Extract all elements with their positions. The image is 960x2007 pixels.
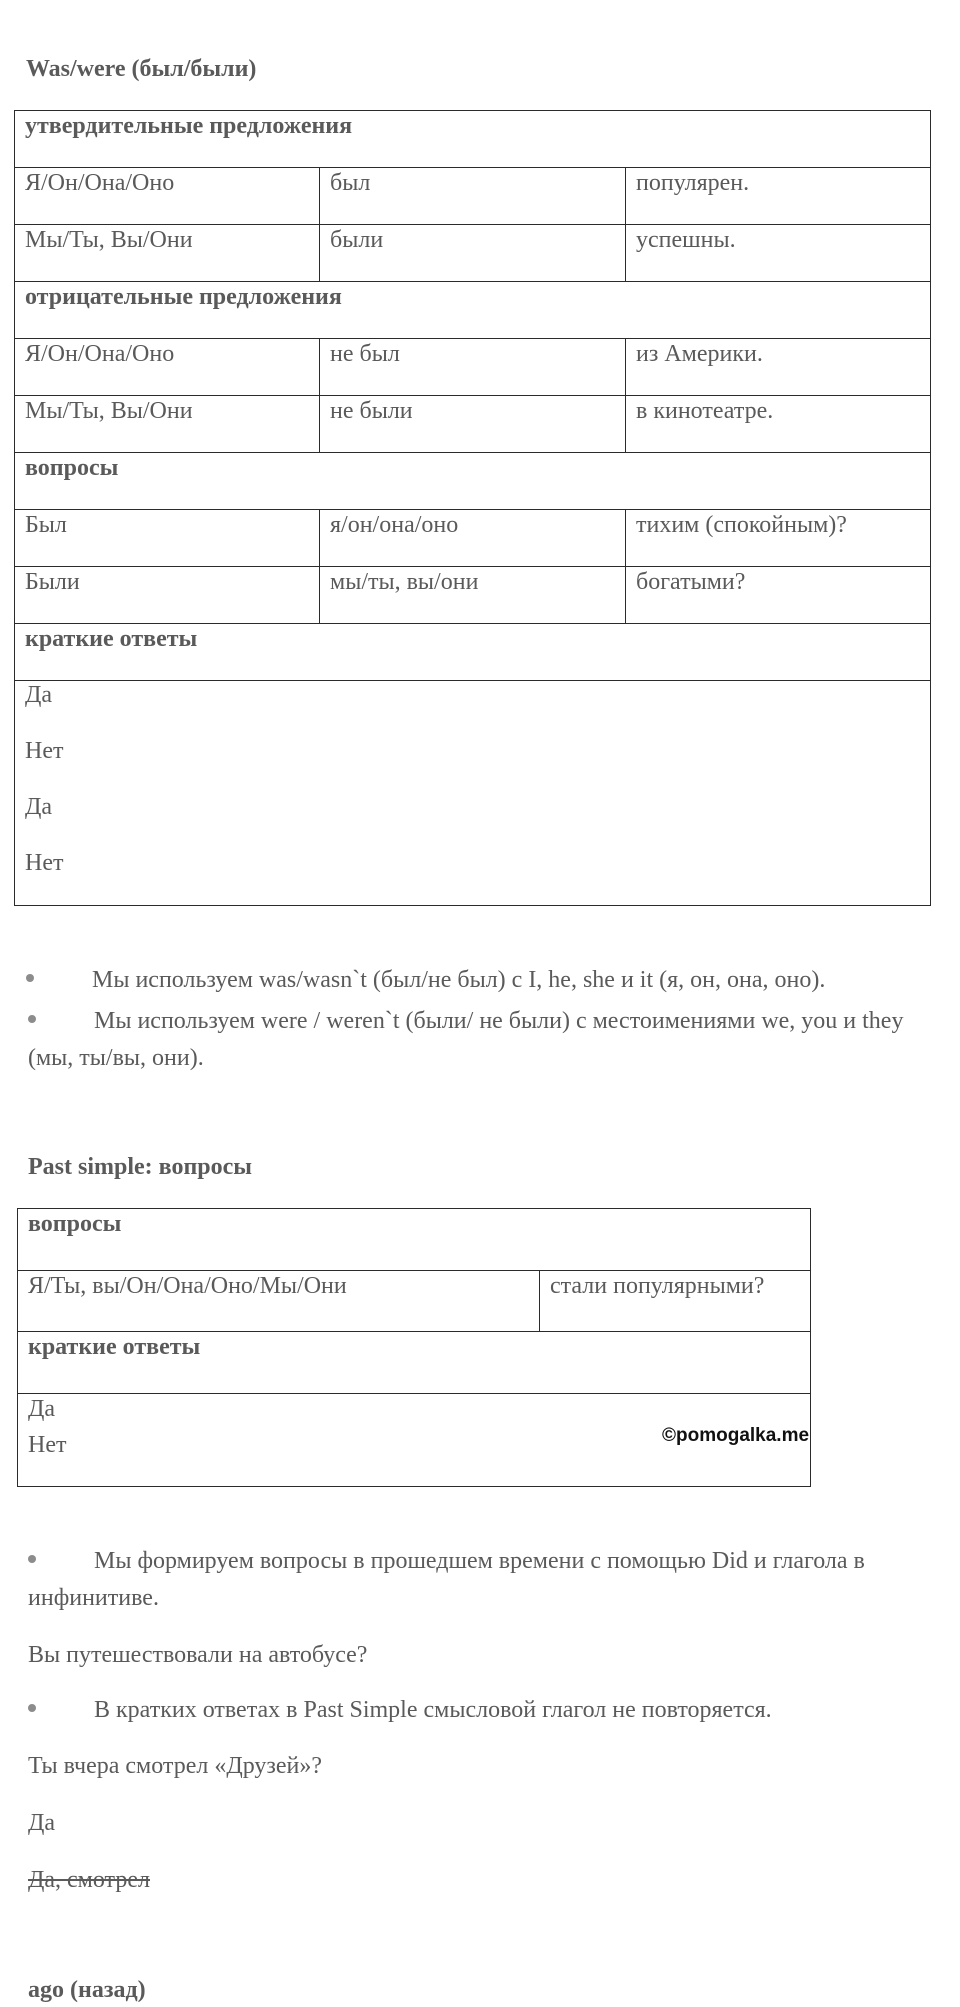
- table-cell: богатыми?: [626, 567, 931, 624]
- short-answers-row: [15, 681, 931, 906]
- table-section-row: [15, 282, 931, 339]
- table-row: [18, 1271, 811, 1332]
- table-section-row: [18, 1332, 811, 1394]
- table-row: [15, 339, 931, 396]
- table-section-row: [15, 111, 931, 168]
- example-sentence: Ты вчера смотрел «Друзей»?: [28, 1753, 322, 1779]
- bullet-icon: [28, 1015, 36, 1023]
- table-section-row: [15, 453, 931, 510]
- section-label-short-answers: краткие ответы: [18, 1332, 811, 1394]
- short-answer-line: Да: [25, 794, 53, 820]
- table-row: [15, 225, 931, 282]
- short-answer-line: Нет: [25, 738, 64, 764]
- table-cell: успешны.: [626, 225, 931, 282]
- table-row: [15, 567, 931, 624]
- example-sentence: Вы путешествовали на автобусе?: [28, 1642, 368, 1668]
- section-heading-past-simple-questions: Past simple: вопросы: [28, 1154, 253, 1180]
- bullet-icon: [26, 974, 34, 982]
- short-answer-line: Нет: [28, 1432, 67, 1458]
- bullet-text: Мы формируем вопросы в прошедшем времени с помощью Did и глагола в инфинитиве.: [28, 1548, 865, 1611]
- was-were-table: [14, 110, 931, 906]
- table-cell: был: [320, 168, 626, 225]
- table-section-row: [18, 1209, 811, 1271]
- table-cell: Были: [15, 567, 320, 624]
- bullet-text: Мы используем were / weren`t (были/ не были) с местоимениями we, you и they (мы, ты/вы, они).: [28, 1008, 904, 1071]
- table-cell: были: [320, 225, 626, 282]
- table-cell: тихим (спокойным)?: [626, 510, 931, 567]
- table-cell: Я/Ты, вы/Он/Она/Оно/Мы/Они: [18, 1271, 540, 1332]
- answer-yes: Да: [28, 1810, 56, 1836]
- table-cell: Я/Он/Она/Оно: [15, 168, 320, 225]
- bullet-icon: [28, 1704, 36, 1712]
- bullet-text: В кратких ответах в Past Simple смысловой глагол не повторяется.: [94, 1697, 772, 1723]
- section-label-questions: вопросы: [15, 453, 931, 510]
- bullet-paragraph: [28, 1003, 918, 1077]
- table-row: [15, 510, 931, 567]
- bullet-paragraph: [28, 1543, 898, 1617]
- bullet-paragraph: [28, 1692, 938, 1729]
- section-label-short-answers: краткие ответы: [15, 624, 931, 681]
- table-cell: мы/ты, вы/они: [320, 567, 626, 624]
- watermark-text: ©pomogalka.me: [662, 1425, 810, 1446]
- table-cell: не были: [320, 396, 626, 453]
- bullet-icon: [28, 1555, 36, 1563]
- short-answers-cell: [15, 681, 931, 906]
- bullet-paragraph: [26, 962, 946, 999]
- table-cell: Я/Он/Она/Оно: [15, 339, 320, 396]
- table-cell: популярен.: [626, 168, 931, 225]
- table-cell: стали популярными?: [540, 1271, 811, 1332]
- table-cell: я/он/она/оно: [320, 510, 626, 567]
- section-label-negative: отрицательные предложения: [15, 282, 931, 339]
- table-cell: не был: [320, 339, 626, 396]
- table-cell: Был: [15, 510, 320, 567]
- section-label-affirmative: утвердительные предложения: [15, 111, 931, 168]
- table-row: [15, 168, 931, 225]
- bullet-text: Мы используем was/wasn`t (был/не был) с I, he, she и it (я, он, она, оно).: [92, 967, 826, 993]
- table-cell: из Америки.: [626, 339, 931, 396]
- short-answer-line: Нет: [25, 850, 64, 876]
- section-label-questions: вопросы: [18, 1209, 811, 1271]
- section-heading-was-were: Was/were (был/были): [26, 56, 257, 82]
- table-cell: Мы/Ты, Вы/Они: [15, 396, 320, 453]
- answer-struck: Да, смотрел: [28, 1867, 150, 1893]
- short-answer-line: Да: [25, 682, 53, 708]
- table-row: [15, 396, 931, 453]
- section-heading-ago: ago (назад): [28, 1977, 146, 2003]
- table-cell: в кинотеатре.: [626, 396, 931, 453]
- short-answer-line: Да: [28, 1396, 56, 1422]
- table-cell: Мы/Ты, Вы/Они: [15, 225, 320, 282]
